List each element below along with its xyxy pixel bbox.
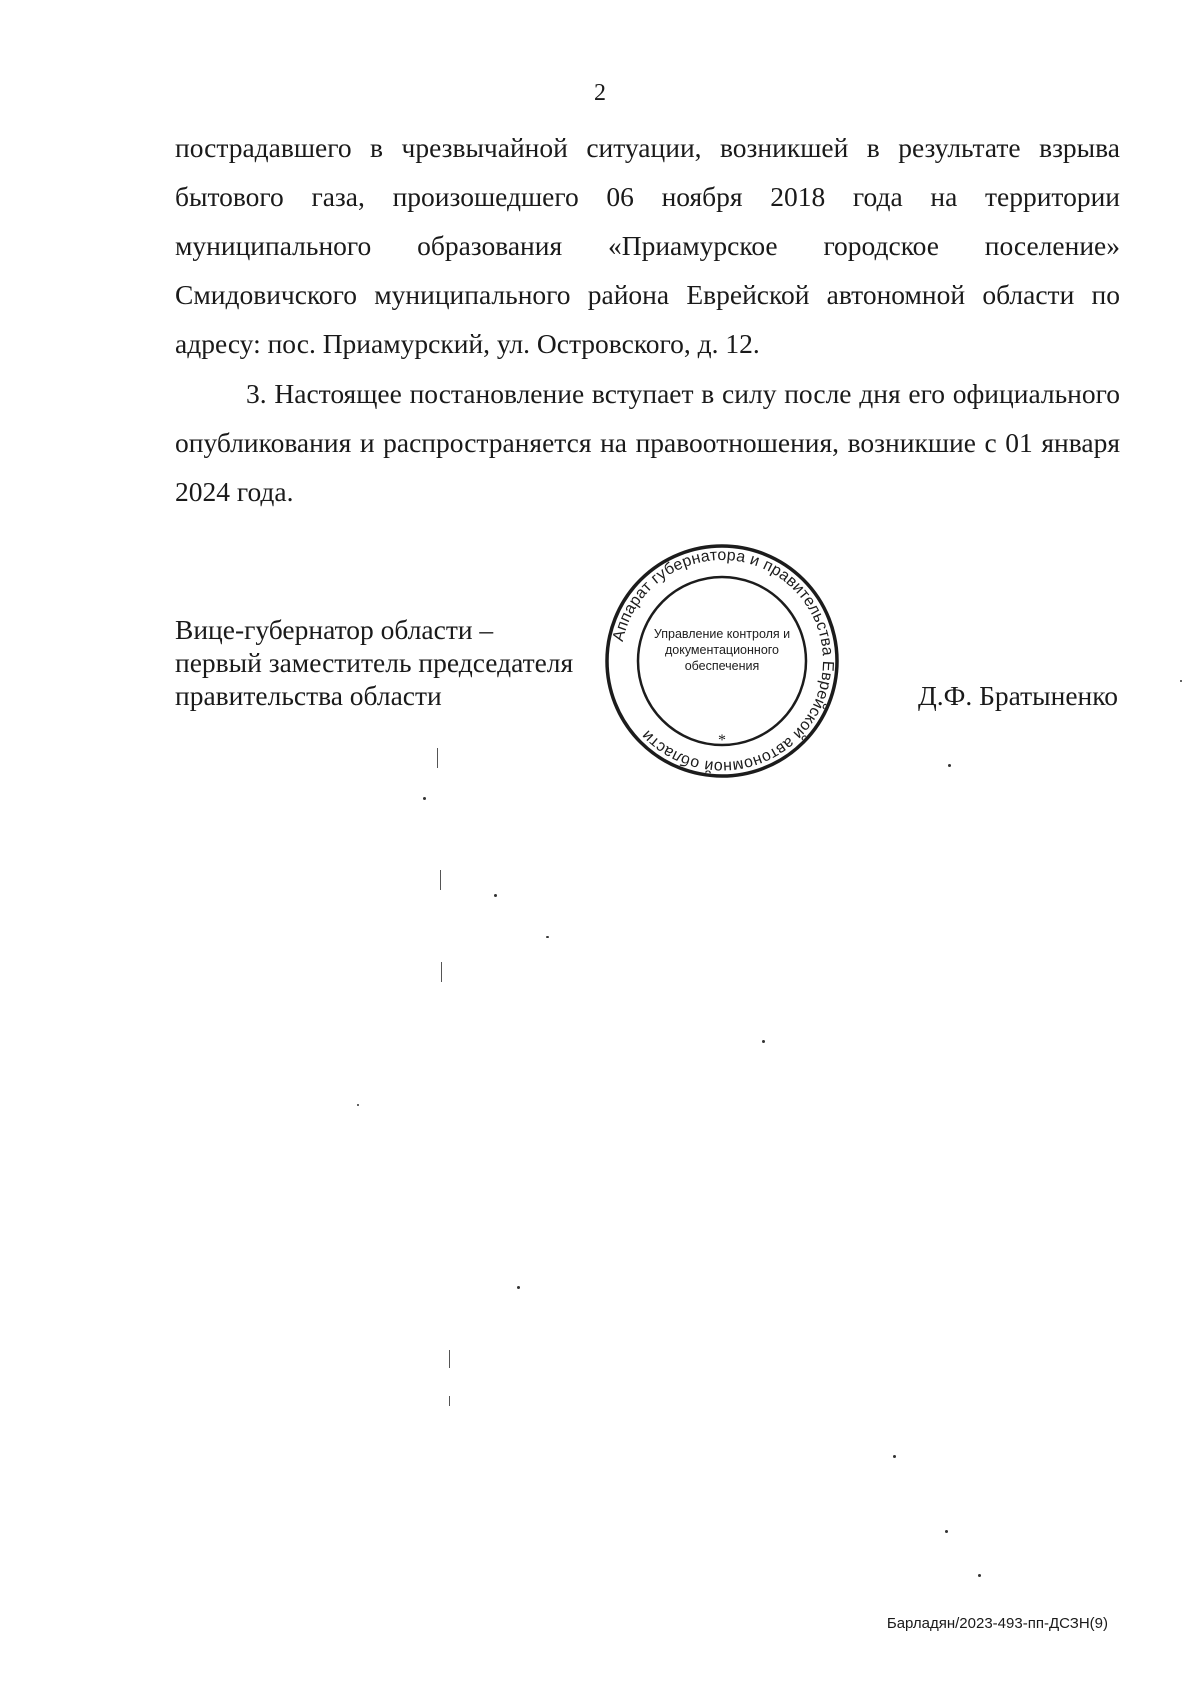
scan-artifact <box>441 962 442 982</box>
signer-title-line-2: первый заместитель председателя <box>175 647 574 678</box>
scan-artifact <box>762 1040 765 1043</box>
scan-artifact <box>945 1530 948 1533</box>
scan-artifact <box>546 936 549 938</box>
scan-artifact <box>1180 680 1182 682</box>
page-number: 2 <box>594 80 606 106</box>
signer-title <box>175 613 615 712</box>
signer-title-line-1: Вице-губернатор области – <box>175 614 494 645</box>
scan-artifact <box>517 1286 520 1289</box>
scan-artifact <box>440 870 441 890</box>
scan-artifact <box>449 1396 450 1406</box>
body-paragraph-2: 3. Настоящее постановление вступает в силу после дня его официального опубликования и распространяется на правоотношения, возникшие с 01 января 2024 года. <box>175 378 1120 507</box>
scan-artifact <box>423 797 426 800</box>
scan-artifact <box>449 1350 450 1368</box>
scan-artifact <box>494 894 497 897</box>
seal-inner-text-line: Управление контроля и <box>653 627 791 641</box>
seal-outer-text: Аппарат губернатора и правительства Еврейской автономной области <box>610 546 837 776</box>
signer-name: Д.Ф. Братыненко <box>918 680 1118 711</box>
body-paragraph-1: пострадавшего в чрезвычайной ситуации, возникшей в результате взрыва бытового газа, произошедшего 06 ноября 2018 года на территории муниципального образования «Приамурское городское поселение» Смидовичского муниципального района Еврейской автономной области по адресу: пос. Приамурский, ул. Островского, д. 12. <box>175 132 1120 359</box>
seal-inner-text-line: документационного <box>664 643 780 657</box>
scan-artifact <box>893 1455 896 1458</box>
seal-inner-text-line: обеспечения <box>684 659 760 673</box>
scan-artifact <box>978 1574 981 1577</box>
scan-artifact <box>948 764 951 767</box>
svg-text:*: * <box>718 732 726 749</box>
scan-artifact <box>437 748 438 768</box>
official-seal <box>604 543 840 779</box>
signer-title-line-3: правительства области <box>175 680 442 711</box>
document-code: Барладян/2023-493-пп-ДСЗН(9) <box>886 1615 1108 1632</box>
scan-artifact <box>357 1104 359 1106</box>
